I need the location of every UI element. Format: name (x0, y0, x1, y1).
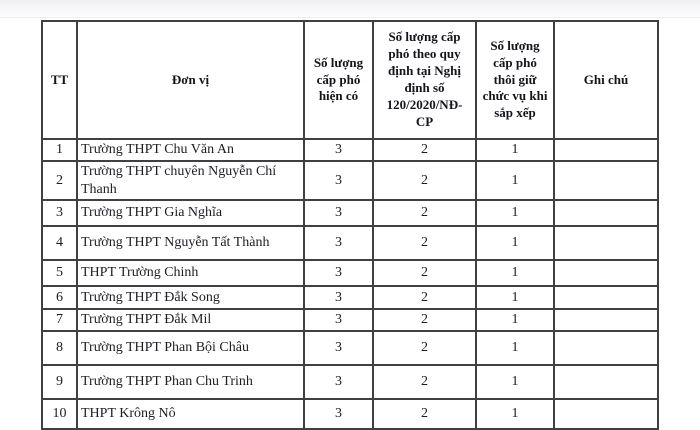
cell-hien-co: 3 (304, 260, 373, 286)
cell-quy-dinh: 2 (373, 286, 476, 309)
cell-tt: 8 (42, 331, 77, 365)
cell-hien-co: 3 (304, 161, 373, 200)
column-header-don-vi: Đơn vị (77, 21, 304, 139)
cell-ghi-chu (554, 226, 658, 260)
cell-hien-co: 3 (304, 331, 373, 365)
cell-quy-dinh: 2 (373, 161, 476, 200)
cell-thoi-giu: 1 (476, 139, 554, 161)
top-gradient-band (0, 0, 700, 18)
cell-thoi-giu: 1 (476, 200, 554, 226)
cell-ghi-chu (554, 399, 658, 429)
cell-quy-dinh: 2 (373, 309, 476, 331)
cell-hien-co: 3 (304, 399, 373, 429)
table-row (42, 226, 658, 260)
column-header-ghi-chu: Ghi chú (554, 21, 658, 139)
cell-don-vi: Trường THPT Chu Văn An (77, 139, 304, 161)
cell-ghi-chu (554, 365, 658, 399)
cell-thoi-giu: 1 (476, 226, 554, 260)
cell-tt: 2 (42, 161, 77, 200)
cell-hien-co: 3 (304, 286, 373, 309)
cell-tt: 3 (42, 200, 77, 226)
cell-thoi-giu: 1 (476, 399, 554, 429)
cell-hien-co: 3 (304, 200, 373, 226)
cell-ghi-chu (554, 260, 658, 286)
cell-ghi-chu (554, 200, 658, 226)
cell-don-vi: Trường THPT chuyên Nguyễn Chí Thanh (77, 161, 304, 200)
table-row (42, 139, 658, 161)
cell-ghi-chu (554, 139, 658, 161)
cell-tt: 10 (42, 399, 77, 429)
table-header-row (42, 21, 658, 139)
table-row (42, 161, 658, 200)
table-row (42, 309, 658, 331)
cell-don-vi: Trường THPT Phan Bội Châu (77, 331, 304, 365)
column-header-quy-dinh: Số lượng cấp phó theo quy định tại Nghị định số 120/2020/NĐ-CP (373, 21, 476, 139)
cell-don-vi: Trường THPT Đắk Song (77, 286, 304, 309)
cell-thoi-giu: 1 (476, 286, 554, 309)
cell-tt: 4 (42, 226, 77, 260)
deputy-staffing-table (41, 20, 659, 430)
cell-thoi-giu: 1 (476, 309, 554, 331)
cell-don-vi: THPT Krông Nô (77, 399, 304, 429)
cell-thoi-giu: 1 (476, 161, 554, 200)
cell-quy-dinh: 2 (373, 200, 476, 226)
cell-hien-co: 3 (304, 365, 373, 399)
cell-ghi-chu (554, 331, 658, 365)
cell-thoi-giu: 1 (476, 260, 554, 286)
cell-thoi-giu: 1 (476, 331, 554, 365)
column-header-hien-co: Số lượng cấp phó hiện có (304, 21, 373, 139)
table-row (42, 260, 658, 286)
cell-quy-dinh: 2 (373, 139, 476, 161)
cell-quy-dinh: 2 (373, 399, 476, 429)
cell-thoi-giu: 1 (476, 365, 554, 399)
cell-don-vi: Trường THPT Nguyễn Tất Thành (77, 226, 304, 260)
table-row (42, 331, 658, 365)
cell-quy-dinh: 2 (373, 260, 476, 286)
cell-tt: 6 (42, 286, 77, 309)
column-header-tt: TT (42, 21, 77, 139)
cell-don-vi: Trường THPT Gia Nghĩa (77, 200, 304, 226)
table-row (42, 286, 658, 309)
cell-quy-dinh: 2 (373, 365, 476, 399)
cell-tt: 5 (42, 260, 77, 286)
table-row (42, 200, 658, 226)
cell-ghi-chu (554, 309, 658, 331)
cell-quy-dinh: 2 (373, 226, 476, 260)
cell-tt: 9 (42, 365, 77, 399)
cell-hien-co: 3 (304, 226, 373, 260)
cell-ghi-chu (554, 161, 658, 200)
cell-don-vi: Trường THPT Đắk Mil (77, 309, 304, 331)
table-row (42, 399, 658, 429)
cell-tt: 7 (42, 309, 77, 331)
cell-hien-co: 3 (304, 139, 373, 161)
cell-don-vi: Trường THPT Phan Chu Trinh (77, 365, 304, 399)
table-row (42, 365, 658, 399)
column-header-thoi-giu: Số lượng cấp phó thôi giữ chức vụ khi sắp xếp (476, 21, 554, 139)
cell-don-vi: THPT Trường Chinh (77, 260, 304, 286)
cell-hien-co: 3 (304, 309, 373, 331)
cell-quy-dinh: 2 (373, 331, 476, 365)
cell-ghi-chu (554, 286, 658, 309)
cell-tt: 1 (42, 139, 77, 161)
